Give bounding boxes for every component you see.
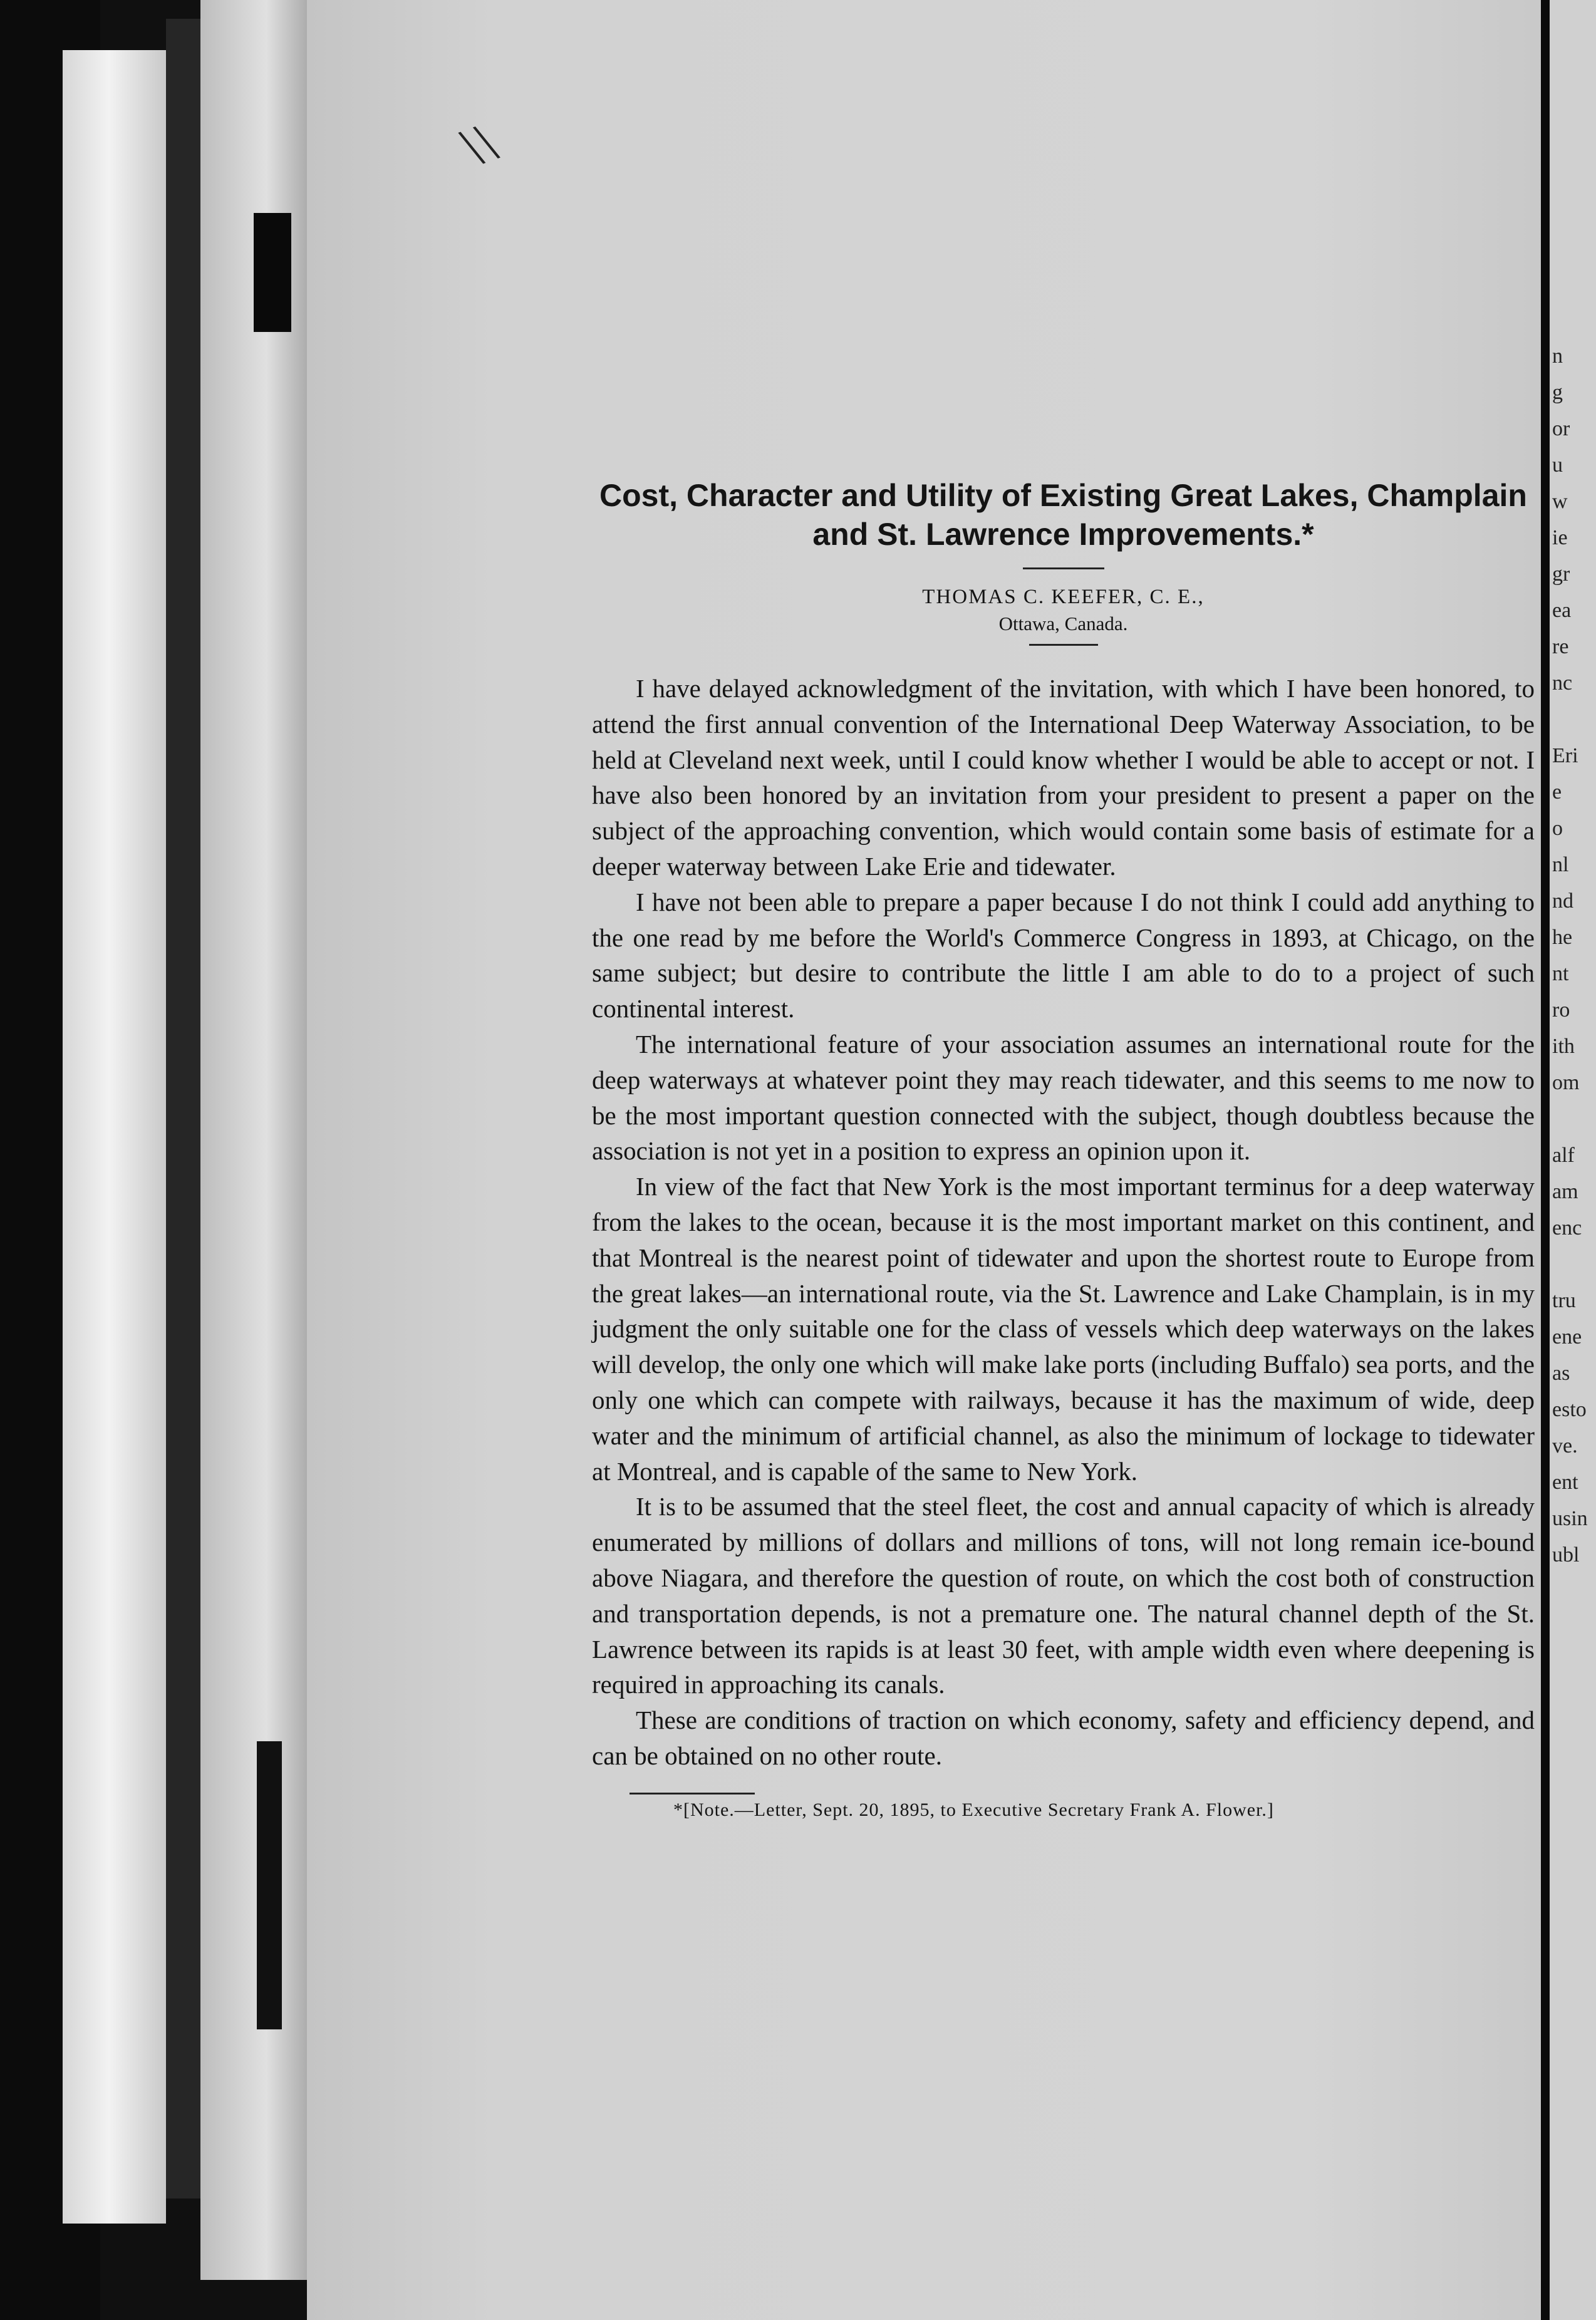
paragraph: I have not been able to prepare a paper because I do not think I could add anything to the one read by me before the World's Commerce Congress in 1893, at Chicago, on the same subject; but desire to contribute the little I am able to do to a project of such continental interest. [592,887,1535,1023]
paragraph: In view of the fact that New York is the most important terminus for a deep waterway from the lakes to the ocean, because it is the most important market on this continent, and that Montreal is the nearest point of tidewater and upon the shortest route to Europe from the great lakes—an international route, via the St. Lawrence and Lake Champlain, is in my judgment the only suitable one for the class of vessels which deep waterways on the lakes will develop, the only one which will make lake ports (including Buffalo) sea ports, and the only one which can compete with railways, because it has the maximum of wide, deep water and the minimum of artificial channel, as also the minimum of lockage to tidewater at Montreal, and is capable of the same to New York. [592,1172,1535,1486]
binding-tear-mark [257,1741,282,2029]
article [592,476,1535,1821]
footnote: *[Note.—Letter, Sept. 20, 1895, to Executive Secretary Frank A. Flower.] [673,1799,1274,1820]
author-affiliation: Ottawa, Canada. [998,613,1128,634]
paragraph: It is to be assumed that the steel fleet, the cost and annual capacity of which is already enumerated by millions of dollars and millions of tons, will not long remain ice-bound above Niagara, and therefore the question of route, on which the cost both of construction and transportation depends, is not a premature one. The natural channel depth of the St. Lawrence between its rapids is at least 30 feet, with ample width even where deepening is required in approaching its canals. [592,1492,1535,1699]
paragraph: These are conditions of traction on which economy, safety and efficiency depend, and can be obtained on no other route. [592,1706,1535,1770]
title-divider [1023,567,1104,569]
paragraph: The international feature of your association assumes an international route for the deep waterways at whatever point they may reach tidewater, and this seems to me now to be the most important question connected with the subject, though doubtless because the association is not yet in a position to express an opinion upon it. [592,1029,1535,1166]
paragraph: I have delayed acknowledgment of the invitation, with which I have been honored, to attend the first annual convention of the International Deep Waterway Association, to be held at Cleveland next week, until I could know whether I would be able to accept or not. I have also been honored by an invitation from your president to present a paper on the subject of the approaching convention, which would contain some basis of estimate for a deeper waterway between Lake Erie and tidewater. [592,674,1535,881]
article-body [592,671,1535,1774]
footnote-divider [630,1793,755,1794]
binding-fold [200,0,310,2280]
adjacent-page-fragments: n g or u w ie gr ea re nc Eri e o nl nd he nt ro ith om alf am enc tru ene as esto ve. ent usin ubl [1552,344,1588,1567]
binding-shadow [166,19,200,2198]
pencil-mark-icon: \\ [453,110,505,180]
author-divider [1029,644,1098,646]
article-title: Cost, Character and Utility of Existing Great Lakes, Champlain and St. Lawrence Improvements.* [599,478,1527,552]
binding-tab-mark [254,213,291,332]
author-name: THOMAS C. KEEFER, C. E., [922,586,1205,608]
binding-edge-strip [63,50,166,2224]
